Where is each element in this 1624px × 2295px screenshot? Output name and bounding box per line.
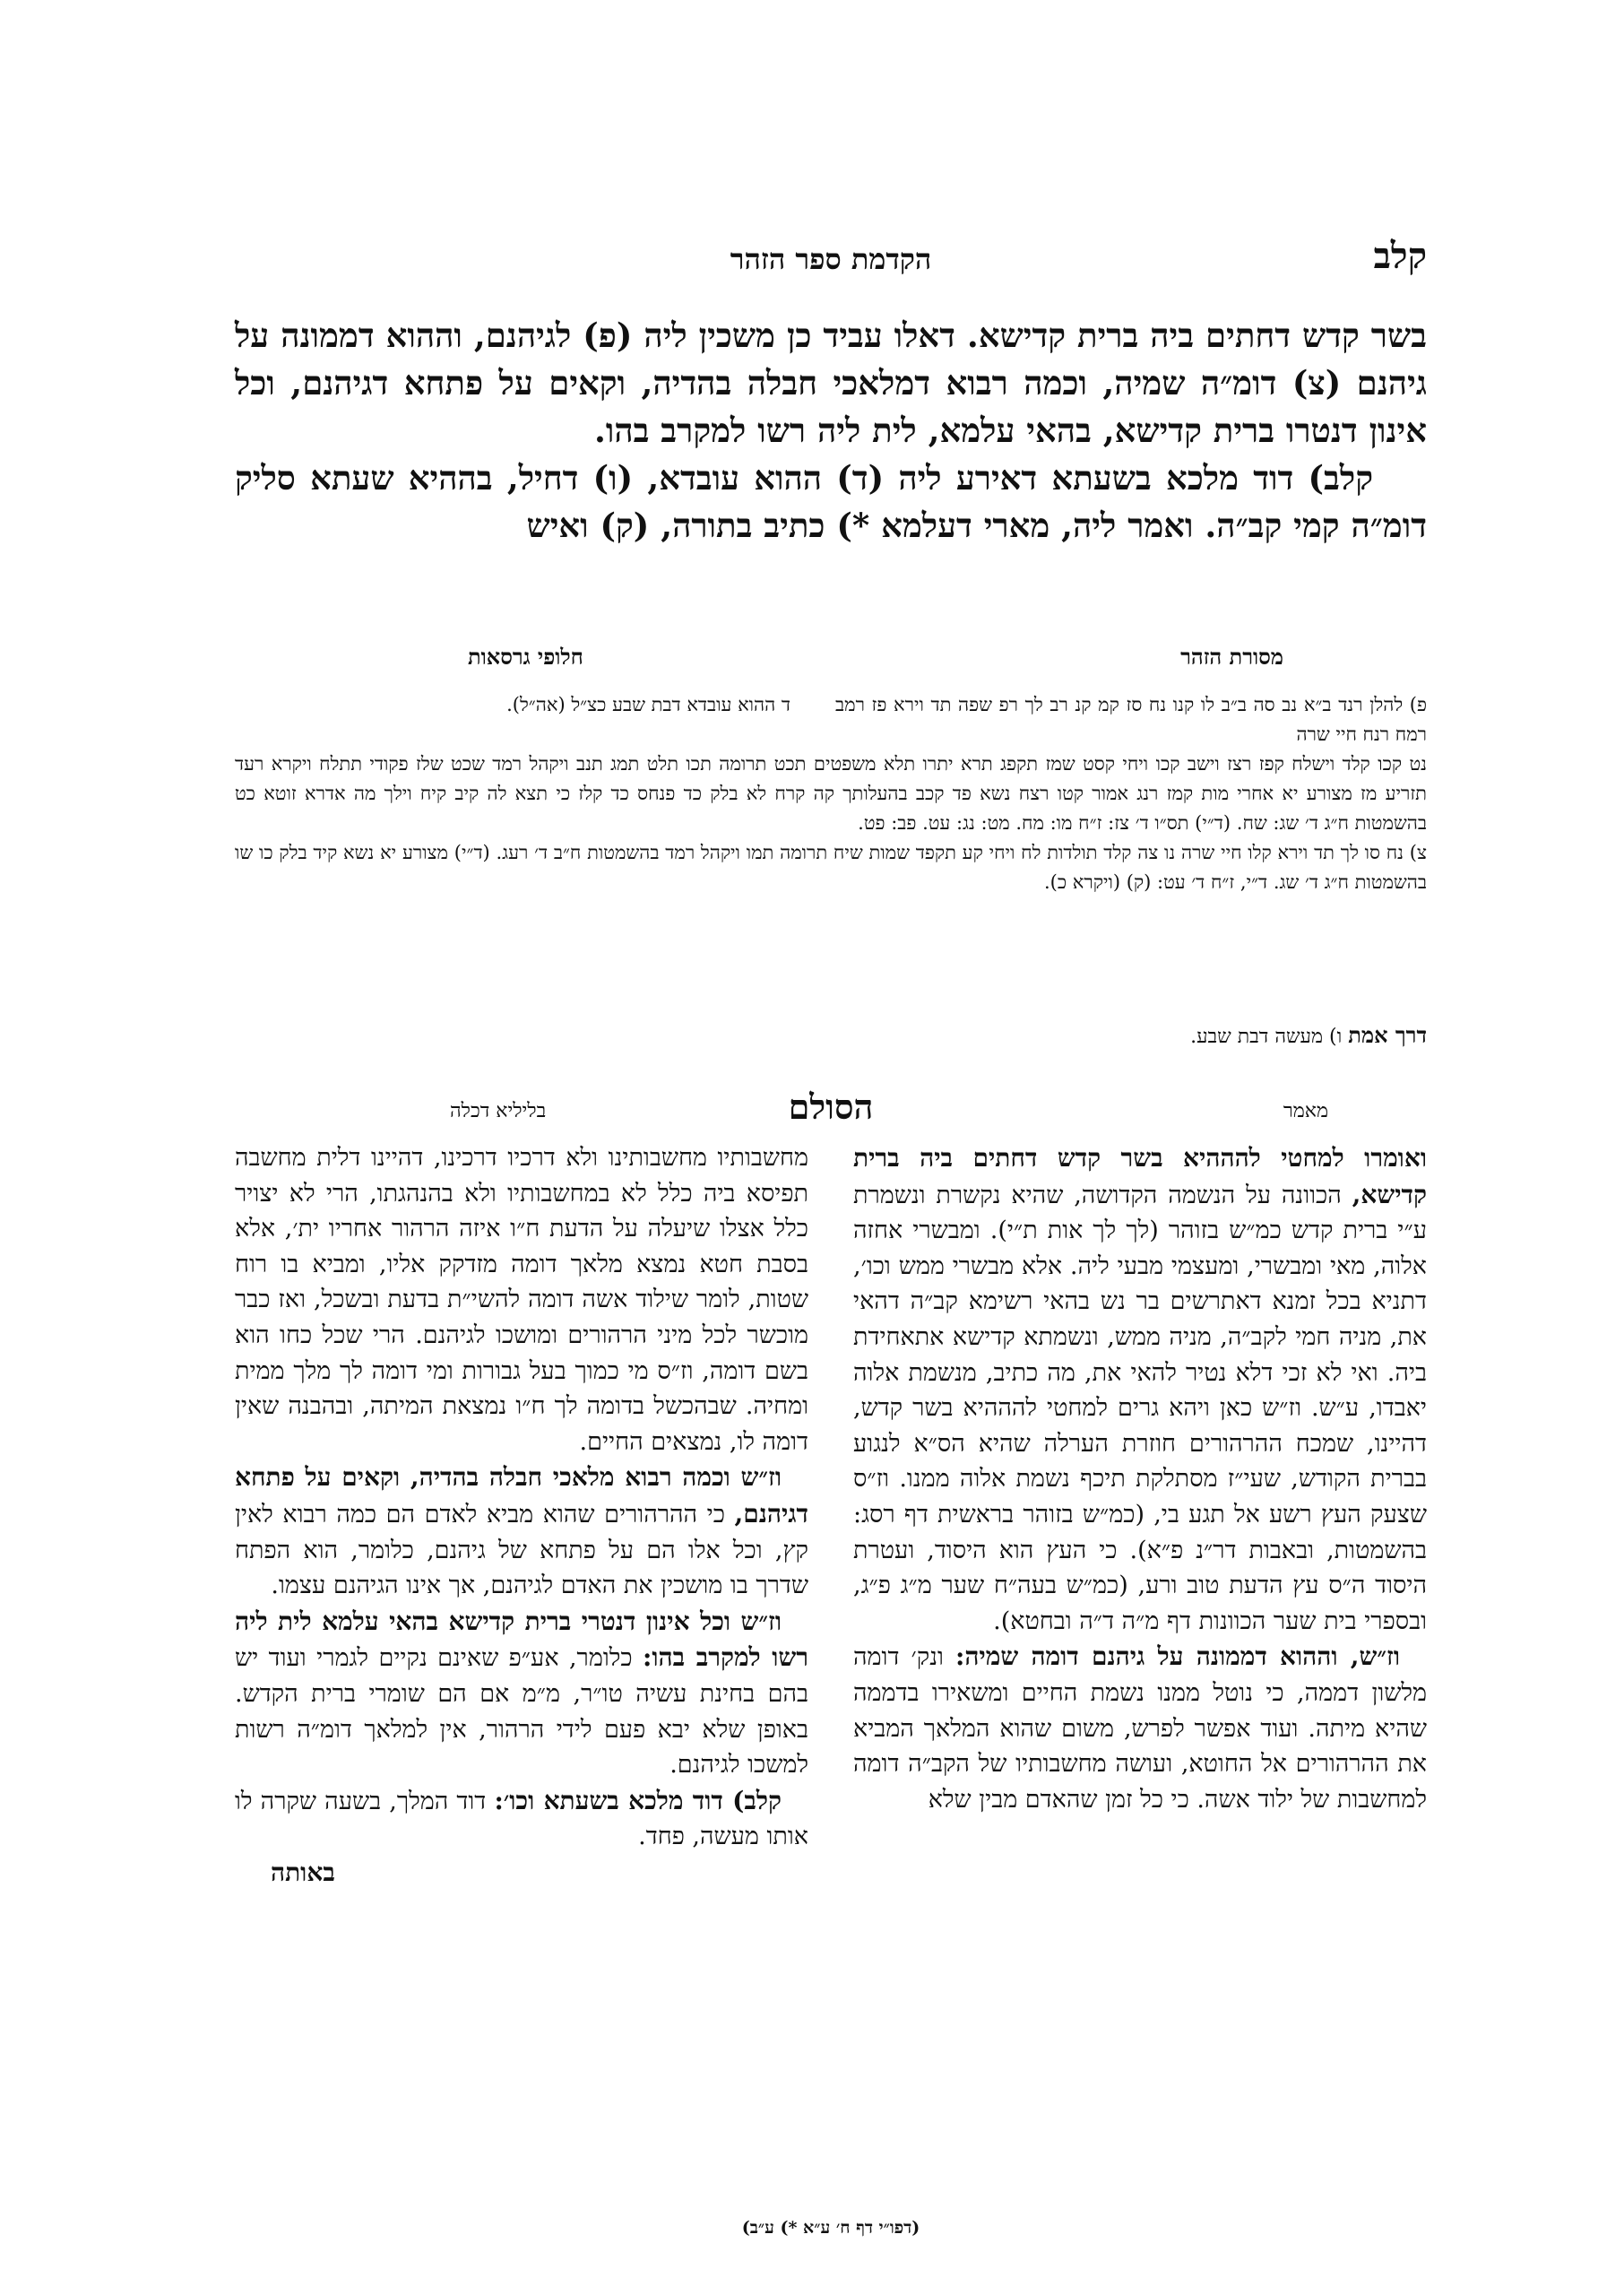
sulam-right-label: מאמר xyxy=(1283,1100,1328,1122)
sulam-column-right xyxy=(853,1140,1427,1817)
sulam-right-dibur-1: ואומרו למחטי להההיא בשר קדש דחתים ביה ברית קדישא, xyxy=(853,1143,1427,1209)
masoret-heading: מסורת הזהר xyxy=(1180,644,1283,670)
sulam-right-dibur-2: וז״ש, וההוא דממונה על גיהנם דומה שמיה: xyxy=(955,1641,1400,1672)
sulam-right-paragraph-2 xyxy=(853,1639,1427,1817)
sulam-left-text-4: דוד המלך, בשעה שקרה לו אותו מעשה, פחד. xyxy=(235,1787,808,1851)
main-paragraph-1: בשר קדש דחתים ביה ברית קדישא. דאלו עביד כן משכין ליה (פ) לגיהנם, וההוא דממונה על גיהנם (צ) דומ״ה שמיה, וכמה רבוא דמלאכי חבלה בהדיה, וקאים על פתחא דגיהנם, וכל אינון דנטרו ברית קדישא, בהאי עלמא, לית ליה רשו למקרב בהו. xyxy=(235,316,1427,450)
masoret-line-full: נט קכו קלד וישלח קפז רצז וישב קכו ויחי קסט שמז תקפג תרא יתרו תלא משפטים תכט תרומה תכו תלט תמג תנב ויקהל רמד שכט שלז פקודי תתלח ויקרא רעד תזריע מז מצורע יא אחרי מות קמז רנג אמור קטו רצח נשא פד קכב בהעלותך קה קרח לא בלק כד פנחס כד קלז כי תצא לה קיב קיח וילך מה אדרא זוטא כט בהשמטות ח״ג ד׳ שג: שח. (ד״י) תס״ו ד׳ צז: ז״ח מו: מח. מט: נג: עט. פב: פט. xyxy=(235,753,1427,834)
running-title: הקדמת ספר הזהר xyxy=(730,242,932,276)
page-number: קלב xyxy=(1373,235,1427,277)
sulam-column-left xyxy=(235,1140,808,1890)
masoret-line-tsadi: צ) נח סו לך תד וירא קלו חיי שרה נו צה קלד תולדות לח ויחי קע תקפד שמות שיח תרומה תמו ויקהל רמד בהשמטות ח״ב ד׳ רעג. (ד״י) מצורע יא נשא קיד בלק כו שו בהשמטות ח״ג ד׳ שג. ד״י, ז״ח ד׳ עט: (ק) (ויקרא כ). xyxy=(235,842,1427,893)
sulam-left-paragraph-4 xyxy=(235,1783,808,1855)
sulam-left-paragraph-2 xyxy=(235,1459,808,1603)
sulam-right-paragraph-1 xyxy=(853,1140,1427,1639)
catchword: באותה xyxy=(271,1857,335,1887)
sulam-right-text-1: הכוונה על הנשמה הקדושה, שהיא נקשרת ונשמרת ע״י ברית קדש כמ״ש בזוהר (לך לך אות ת״י). ומבשרי אחזה אלוה, מאי ומבשרי, ומעצמי מבעי ליה. אלא מבשרי ממש וכו׳, דתניא בכל זמנא דאתרשים בר נש בהאי רשימא קב״ה דהאי את, מניה חמי לקב״ה, מניה ממש, ונשמתא קדישא אתאחידת ביה. ואי לא זכי דלא נטיר להאי את, מה כתיב, מנשמת אלוה יאבדו, ע״ש. וז״ש כאן ויהא גרים למחטי להההיא בשר קדש, דהיינו, שמכח ההרהורים חוזרת הערלה שהיא הס״א לנגוע בברית הקודש, שעי״ז מסתלקת תיכף נשמת אלוה ממנו. וז״ס שצעק העץ רשע אל תגע בי, (כמ״ש בזוהר בראשית דף רסג: בהשמטות, ובאבות דר״נ פ״א). כי העץ הוא היסוד, ועטרת היסוד ה״ס עץ הדעת טוב ורע, (כמ״ש בעה״ח שער מ״ג פ״ג, ובספרי בית שער הכוונות דף מ״ה ד״ה ובחטא). xyxy=(853,1181,1427,1635)
sulam-header xyxy=(235,1087,1427,1131)
sulam-left-paragraph-3 xyxy=(235,1604,808,1783)
sulam-left-dibur-4: קלב) דוד מלכא בשעתא וכו׳: xyxy=(494,1785,782,1815)
chilufei-heading: חלופי גרסאות xyxy=(468,644,583,670)
derech-emet xyxy=(235,1022,1427,1049)
sulam-left-dibur-3: וז״ש וכל אינון דנטרי ברית קדישא בהאי עלמא לית ליה רשו למקרב בהו: xyxy=(235,1606,808,1673)
sulam-left-paragraph-1: מחשבותיו מחשבותינו ולא דרכיו דרכינו, דהיינו דלית מחשבה תפיסא ביה כלל לא במחשבותיו ולא בהנהגתו, הרי לא יצויר כלל אצלו שיעלה על הדעת ח״ו איזה הרהור אחריו ית׳, אלא בסבת חטא נמצא מלאך דומה מזדקק אליו, ומביא בו רוח שטות, לומר שילוד אשה דומה להשי״ת בדעת ובשכל, ואז כבר מוכשר לכל מיני הרהורים ומושכו לגיהנם. הרי שכל כחו הוא בשם דומה, וז״ס מי כמוך בעל גבורות ומי דומה לך מלך ממית ומחיה. שבהכשל בדומה לך ח״ו נמצאת המיתה, ובהבנה שאין דומה לו, נמצאים החיים. xyxy=(235,1144,808,1456)
notes-headings xyxy=(235,644,1427,676)
sulam-title: הסולם xyxy=(788,1087,874,1127)
notes-block xyxy=(235,690,1427,897)
sulam-right-text-2: ונק׳ דומה מלשון דממה, כי נוטל ממנו נשמת החיים ומשאירו בדממה שהיא מיתה. ועוד אפשר לפרש, משום שהוא המלאך המביא את ההרהורים אל החוטא, ועושה מחשבותיו של הקב״ה דומה למחשבות של ילוד אשה. כי כל זמן שהאדם מבין שלא xyxy=(853,1643,1427,1814)
chilufei-line-1: ד ההוא עובדא דבת שבע כצ״ל (אה״ל). xyxy=(506,694,790,715)
sulam-commentary xyxy=(235,1140,1427,2239)
edition-reference: (דפו״י דף ח׳ ע״א *) ע״ב) xyxy=(741,2218,920,2238)
sulam-left-label: בליליא דכלה xyxy=(450,1100,547,1122)
zohar-main-text xyxy=(235,312,1427,550)
sulam-left-text-3: כלומר, אע״פ שאינם נקיים לגמרי ועוד יש בהם בחינת עשיה טו״ר, מ״מ אם הם שומרי ברית הקדש. באופן שלא יבא פעם לידי הרהור, אין למלאך דומ״ה רשות למשכו לגיהנם. xyxy=(235,1644,808,1780)
derech-emet-title: דרך אמת xyxy=(1348,1022,1427,1048)
masoret-line-start: פ) להלן רנד ב״א נב סה ב״ב לו קנו נח סז קמ קנ רב לך רפ שפה תד וירא פז רמב רמח רנח חיי שרה xyxy=(835,694,1427,745)
page-header xyxy=(235,235,1427,289)
sulam-left-text-2: כי ההרהורים שהוא מביא לאדם הם כמה רבוא לאין קץ, וכל אלו הם על פתחא של גיהנם, כלומר, הוא הפתח שדרך בו מושכין את האדם לגיהנם, אך אינו הגיהנם עצמו. xyxy=(235,1500,808,1600)
derech-emet-text: ו) מעשה דבת שבע. xyxy=(1190,1026,1343,1048)
sulam-left-dibur-2: וז״ש וכמה רבוא מלאכי חבלה בהדיה, וקאים על פתחא דגיהנם, xyxy=(235,1462,808,1529)
main-paragraph-2: קלב) דוד מלכא בשעתא דאירע ליה (ד) ההוא עובדא, (ו) דחיל, בההיא שעתא סליק דומ״ה קמי קב״ה. ואמר ליה, מארי דעלמא *) כתיב בתורה, (ק) ואיש xyxy=(235,458,1427,545)
